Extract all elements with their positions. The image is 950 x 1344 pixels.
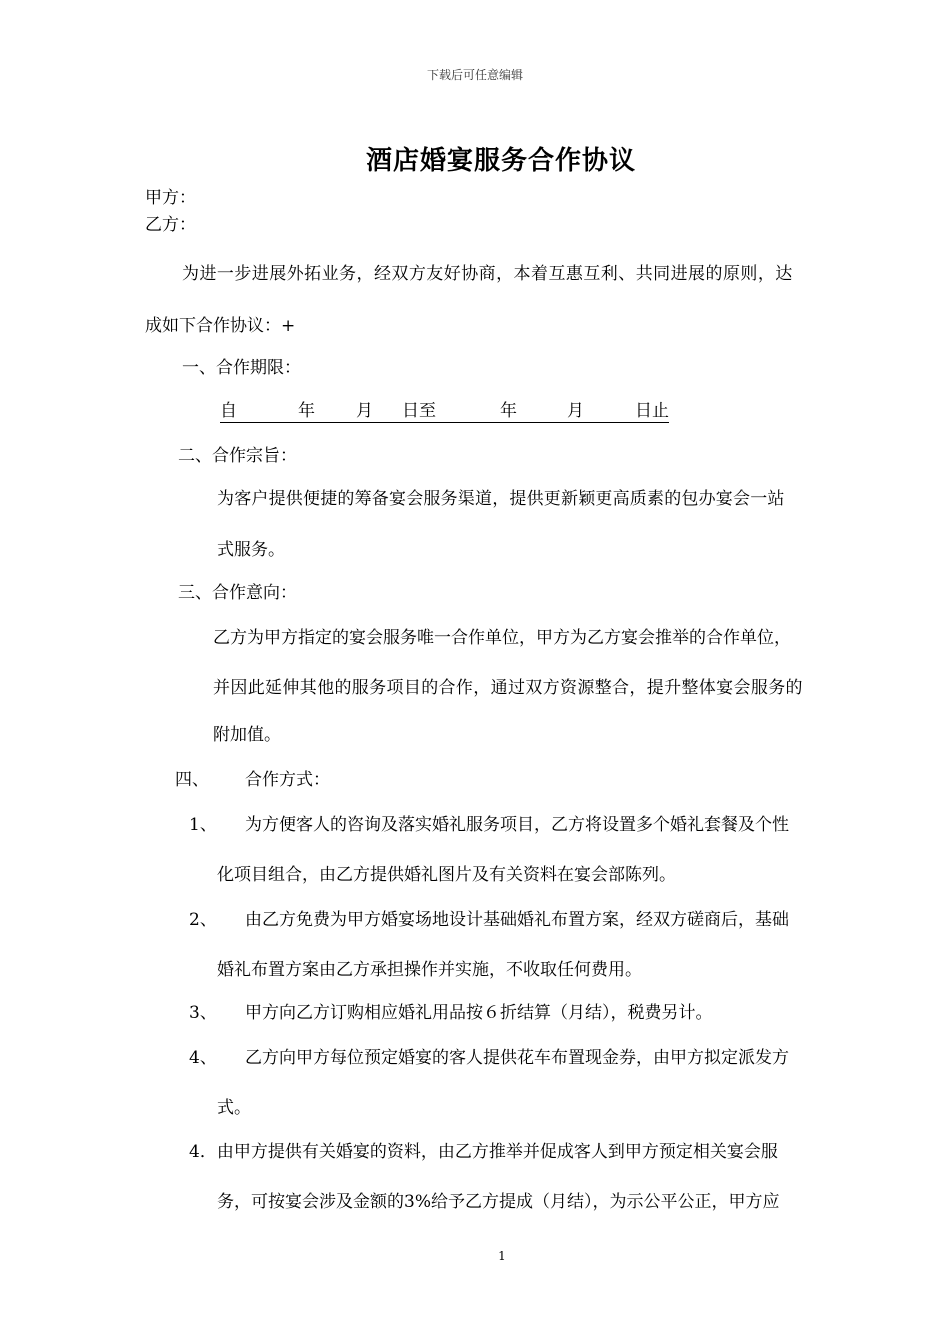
date-to-day: 日止 bbox=[635, 401, 669, 421]
item-1-line-2: 化项目组合，由乙方提供婚礼图片及有关资料在宴会部陈列。 bbox=[217, 865, 676, 885]
item-2-number: 2、 bbox=[189, 910, 217, 930]
item-4-line-1: 乙方向甲方每位预定婚宴的客人提供花车布置现金券，由甲方拟定派发方 bbox=[245, 1048, 789, 1068]
item-3-line-1: 甲方向乙方订购相应婚礼用品按６折结算（月结），税费另计。 bbox=[245, 1003, 713, 1023]
section-3-line-2: 并因此延伸其他的服务项目的合作，通过双方资源整合，提升整体宴会服务的 bbox=[213, 678, 803, 698]
intro-line-1: 为进一步进展外拓业务，经双方友好协商，本着互惠互利、共同进展的原则，达 bbox=[182, 264, 793, 284]
page-header: 下载后可任意编辑 bbox=[426, 68, 523, 82]
item-2-line-2: 婚礼布置方案由乙方承担操作并实施，不收取任何费用。 bbox=[217, 960, 642, 980]
date-from-month: 月 bbox=[356, 401, 373, 421]
document-title: 酒店婚宴服务合作协议 bbox=[365, 146, 636, 176]
item-5-line-2: 务，可按宴会涉及金额的3%给予乙方提成（月结），为示公平公正，甲方应 bbox=[217, 1192, 780, 1212]
section-4-number: 四、 bbox=[175, 770, 209, 790]
date-to-year: 年 bbox=[500, 401, 517, 421]
section-2-line-1: 为客户提供便捷的筹备宴会服务渠道，提供更新颖更高质素的包办宴会一站 bbox=[217, 489, 785, 509]
section-2-line-2: 式服务。 bbox=[217, 540, 285, 560]
item-1-line-1: 为方便客人的咨询及落实婚礼服务项目，乙方将设置多个婚礼套餐及个性 bbox=[245, 815, 789, 835]
date-from-label: 自 bbox=[220, 401, 237, 421]
item-5-line-1: 4．由甲方提供有关婚宴的资料，由乙方推举并促成客人到甲方预定相关宴会服 bbox=[189, 1142, 778, 1162]
item-4-line-2: 式。 bbox=[217, 1098, 251, 1118]
section-3-line-1: 乙方为甲方指定的宴会服务唯一合作单位，甲方为乙方宴会推举的合作单位， bbox=[213, 628, 791, 648]
section-4-title: 合作方式： bbox=[245, 770, 330, 790]
page-number: 1 bbox=[498, 1249, 506, 1263]
section-2-title: 二、合作宗旨： bbox=[178, 446, 297, 466]
section-3-line-3: 附加值。 bbox=[213, 725, 281, 745]
date-from-day-to: 日至 bbox=[402, 401, 436, 421]
party-b-label: 乙方： bbox=[145, 215, 196, 235]
party-a-label: 甲方： bbox=[145, 188, 196, 208]
item-2-line-1: 由乙方免费为甲方婚宴场地设计基础婚礼布置方案，经双方磋商后，基础 bbox=[245, 910, 789, 930]
date-from-year: 年 bbox=[298, 401, 315, 421]
item-1-number: 1、 bbox=[189, 815, 217, 835]
section-3-title: 三、合作意向： bbox=[178, 583, 297, 603]
intro-line-2: 成如下合作协议：+ bbox=[145, 316, 296, 336]
item-4-number: 4、 bbox=[189, 1048, 217, 1068]
section-1-title: 一、合作期限： bbox=[182, 358, 301, 378]
item-3-number: 3、 bbox=[189, 1003, 217, 1023]
date-to-month: 月 bbox=[567, 401, 584, 421]
cooperation-period-dates bbox=[220, 396, 669, 423]
